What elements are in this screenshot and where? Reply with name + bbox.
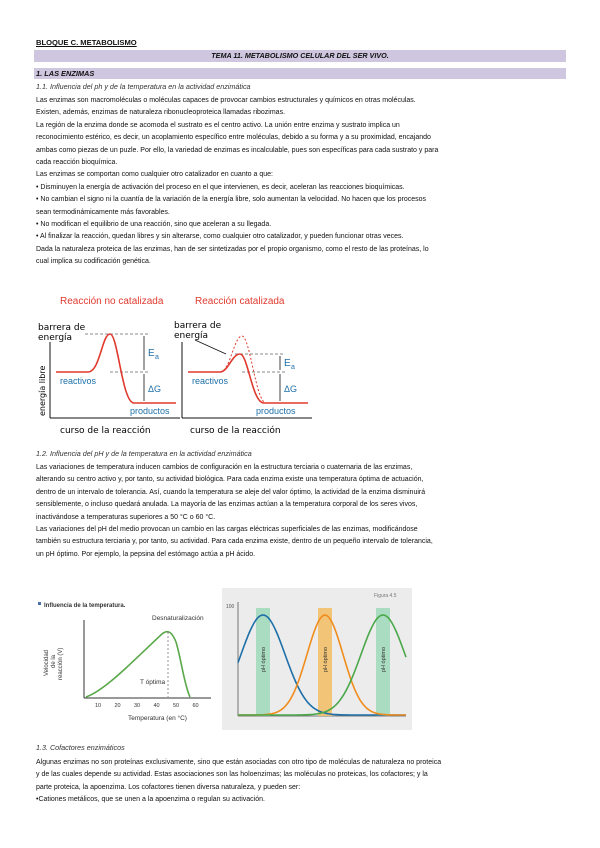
x-axis-label-left: curso de la reacción <box>60 426 151 436</box>
ph-ymax-label: 100 <box>226 604 235 610</box>
energy-diagram <box>30 290 320 438</box>
temp-ylabel-3: reacción (V) <box>58 647 64 680</box>
ea-label-left: E <box>148 348 155 359</box>
paragraph-line: ambas como piezas de un puzle. Por ello, la variedad de enzimas es incalculable, pues son específicas para cada sustrato y para <box>36 146 439 154</box>
ea-sub-left: a <box>155 354 159 361</box>
barrier-pointer <box>195 340 226 354</box>
paragraph-line: Existen, además, enzimas de naturaleza ribonucleoproteica llamadas ribozimas. <box>36 109 286 117</box>
y-axis-label-left: energía libre <box>38 365 47 416</box>
topt-label: T óptima <box>140 679 166 686</box>
temp-tick-label: 20 <box>114 703 121 709</box>
paragraph-line: reconocimiento estérico, es decir, un acoplamiento específico entre moléculas, debido a su forma y a su proximidad, encajando <box>36 134 431 142</box>
paragraph-line: • Al finalizar la reacción, quedan libres y sin alterarse, como cualquier otro catalizador, y pueden funcionar otras veces. <box>36 233 404 241</box>
temp-chart-title: Influencia de la temperatura. <box>44 603 126 609</box>
subheading-1-2: 1.2. Influencia del pH y de la temperatura en la actividad enzimática <box>36 449 252 458</box>
ph-corner-label: Figura 4.5 <box>374 593 397 599</box>
temp-title-marker <box>38 602 41 605</box>
paragraph-line: un pH óptimo. Por ejemplo, la pepsina del estómago actúa a pH ácido. <box>36 550 256 558</box>
paragraph-line: La región de la enzima donde se acomoda el sustrato es el centro activo. La unión entre enzima y sustrato implica un <box>36 121 400 129</box>
temp-tick-label: 60 <box>192 703 199 709</box>
block-title: BLOQUE C. METABOLISMO <box>36 38 137 47</box>
x-axis-label-right: curso de la reacción <box>190 426 281 436</box>
dg-label-right: ΔG <box>284 384 298 394</box>
tema-banner: TEMA 11. METABOLISMO CELULAR DEL SER VIVO. <box>34 50 566 62</box>
paragraph-line: cual implica su codificación genética. <box>36 258 151 266</box>
section-title-enzimas: 1. LAS ENZIMAS <box>34 68 566 79</box>
temp-tick-label: 10 <box>95 703 102 709</box>
dg-label-left: ΔG <box>148 384 162 394</box>
ph-chart <box>222 588 412 730</box>
temp-tick-label: 30 <box>134 703 141 709</box>
paragraph-line: • Disminuyen la energía de activación del proceso en el que intervienen, es decir, aceleran las reacciones bioquímicas. <box>36 183 405 191</box>
section1-text <box>36 95 566 269</box>
paragraph-line: y de las cuales depende su actividad. Estas asociaciones son las holoenzimas; las moléculas no proteicas, los cofactores; y la <box>36 771 428 779</box>
temp-tick-label: 40 <box>153 703 160 709</box>
products-label-right: productos <box>256 406 296 416</box>
paragraph-line: cada reacción bioquímica. <box>36 159 118 167</box>
paragraph-line: parte proteica, la apoenzima. Los cofactores tienen diversa naturaleza, y pueden ser: <box>36 783 301 791</box>
paragraph-line: • No modifican el equilibrio de una reacción, sino que aceleran a su llegada. <box>36 221 272 229</box>
paragraph-line: Las enzimas se comportan como cualquier otro catalizador en cuanto a que: <box>36 171 273 179</box>
paragraph-line: sean termodinámicamente más favorables. <box>36 208 170 216</box>
paragraph-line: dentro de un intervalo de tolerancia. Así, cuando la temperatura se aleje del valor óptimo, la actividad de la enzima disminuirá <box>36 488 426 496</box>
ph-optimum-label-2: pH óptimo <box>323 646 329 672</box>
temp-tick-label: 50 <box>173 703 180 709</box>
paragraph-line: alterando su centro activo y, por tanto, su actividad biológica. Para cada enzima existe una temperatura óptima de actuación, <box>36 476 424 484</box>
temp-xlabel: Temperatura (en °C) <box>128 715 187 722</box>
paragraph-line: Las variaciones del pH del medio provocan un cambio en las cargas eléctricas superficiales de las enzimas, modificándose <box>36 526 418 534</box>
ph-optimum-label-3: pH óptimo <box>381 646 387 672</box>
paragraph-line: sensiblemente, o incluso quedará anulada. La mayoría de las enzimas actúan a la temperatura corporal de los seres vivos, <box>36 501 418 509</box>
ph-optimum-label-1: pH óptimo <box>261 646 267 672</box>
barrier-label-left-1: barrera de <box>38 323 86 333</box>
paragraph-line: Las variaciones de temperatura inducen cambios de configuración en la estructura terciaria o cuaternaria de las enzimas, <box>36 464 413 471</box>
subheading-1-1: 1.1. Influencia del ph y de la temperatura en la actividad enzimática <box>36 82 251 91</box>
title-uncatalyzed: Reacción no catalizada <box>60 296 164 307</box>
section2-text <box>36 462 566 561</box>
temp-ylabel-1: Velocidad <box>44 649 50 676</box>
uncatalyzed-curve-dashed <box>220 336 266 403</box>
reactants-label-right: reactivos <box>192 376 229 386</box>
denaturation-label: Desnaturalización <box>152 615 204 622</box>
subheading-1-3: 1.3. Cofactores enzimáticos <box>36 743 125 752</box>
section3-text <box>36 757 566 807</box>
paragraph-line: Las enzimas son macromoléculas o moléculas capaces de provocar cambios estructurales y químicos en otras moléculas. <box>36 97 416 104</box>
reactants-label-left: reactivos <box>60 376 97 386</box>
ea-sub-right: a <box>291 364 295 371</box>
barrier-label-right-1: barrera de <box>174 321 222 331</box>
products-label-left: productos <box>130 406 170 416</box>
barrier-label-left-2: energía <box>38 333 73 343</box>
ea-label-right: E <box>284 358 291 369</box>
paragraph-line: •Cationes metálicos, que se unen a la apoenzima o regulan su activación. <box>36 796 265 804</box>
barrier-label-right-2: energía <box>174 331 209 341</box>
temp-ylabel-2: de la <box>51 654 57 668</box>
paragraph-line: Algunas enzimas no son proteínas exclusivamente, sino que están asociadas con otro tipo de moléculas de naturaleza no proteica <box>36 759 442 766</box>
paragraph-line: Dada la naturaleza proteica de las enzimas, han de ser sintetizadas por el propio organismo, como el resto de las proteínas, lo <box>36 245 429 253</box>
paragraph-line: también su estructura terciaria y, por tanto, su actividad. Para cada enzima existe, dentro de un pequeño intervalo de tolerancia, <box>36 538 433 546</box>
title-catalyzed: Reacción catalizada <box>195 296 285 307</box>
paragraph-line: • No cambian el signo ni la cuantía de la variación de la energía libre, solo aumentan la velocidad. No hacen que los procesos <box>36 196 427 204</box>
temperature-chart <box>36 598 216 726</box>
paragraph-line: inactivándose a temperaturas superiores a 50 °C o 60 °C. <box>36 513 216 521</box>
